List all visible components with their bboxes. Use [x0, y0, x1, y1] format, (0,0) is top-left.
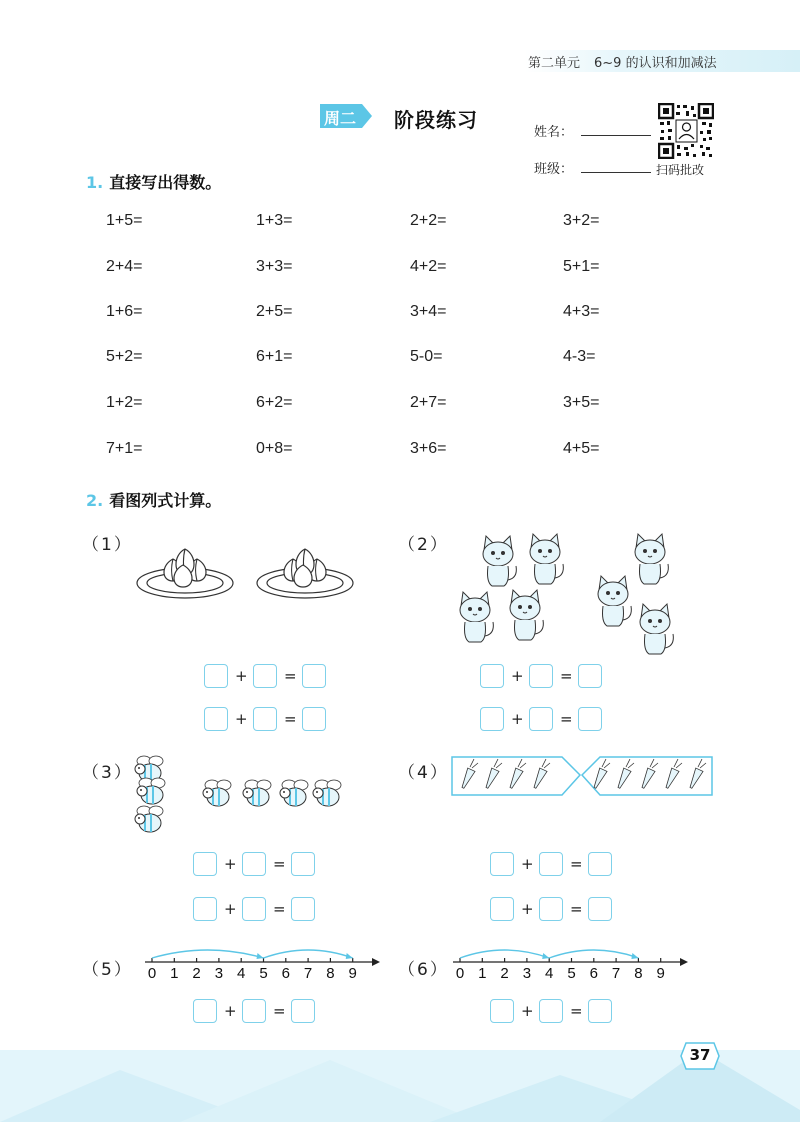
- number-line-label: 5: [259, 965, 268, 982]
- answer-box[interactable]: [529, 664, 553, 688]
- section-1-number: 1.: [86, 173, 104, 192]
- number-line-label: 9: [348, 965, 357, 982]
- week-tag: [320, 104, 372, 128]
- equation: 3+5=: [563, 394, 600, 411]
- bee-icon: [313, 780, 341, 806]
- plus-sign: +: [521, 855, 534, 873]
- cat-icon: [598, 576, 631, 626]
- answer-box[interactable]: [302, 664, 326, 688]
- class-label: 班级：: [534, 162, 574, 177]
- qr-code-icon[interactable]: [658, 103, 714, 159]
- number-line-label: 9: [656, 965, 665, 982]
- carrots-picture: [450, 755, 714, 797]
- name-label: 姓名：: [534, 125, 574, 140]
- equation: 3+3=: [256, 258, 293, 275]
- number-line-label: 3: [214, 965, 224, 982]
- plus-sign: +: [511, 710, 524, 728]
- problem-3-label: （3）: [82, 763, 133, 783]
- plus-sign: +: [224, 1002, 237, 1020]
- bee-icon: [280, 780, 308, 806]
- cats-picture: [450, 528, 680, 663]
- number-line-jump-arrow: [631, 953, 638, 959]
- number-line-label: 0: [455, 965, 465, 982]
- section-1-title: [86, 170, 221, 193]
- cat-icon: [510, 590, 543, 640]
- plus-sign: +: [224, 900, 237, 918]
- number-line-label: 8: [634, 965, 643, 982]
- number-line-label: 2: [192, 965, 201, 982]
- answer-box[interactable]: [578, 664, 602, 688]
- problem-5-label: （5）: [82, 960, 133, 980]
- section-2-text: 看图列式计算。: [109, 491, 222, 510]
- qr-caption: 扫码批改: [656, 163, 705, 177]
- problem-4-label: （4）: [398, 763, 449, 783]
- bee-icon: [243, 780, 271, 806]
- plus-sign: +: [235, 667, 248, 685]
- number-line-jump-arrow: [542, 953, 549, 959]
- answer-box[interactable]: [302, 707, 326, 731]
- peach-icon: [164, 549, 326, 587]
- answer-box[interactable]: [204, 664, 228, 688]
- number-line-label: 3: [522, 965, 532, 982]
- number-line-jump-arc: [460, 950, 549, 958]
- problem-2-label: （2）: [398, 535, 449, 555]
- equation: 5+1=: [563, 258, 600, 275]
- answer-box[interactable]: [242, 852, 266, 876]
- number-line-label: 2: [500, 965, 509, 982]
- answer-box[interactable]: [291, 999, 315, 1023]
- bee-icon: [137, 778, 165, 804]
- answer-box[interactable]: [253, 707, 277, 731]
- answer-box[interactable]: [529, 707, 553, 731]
- problem-1-label: （1）: [82, 535, 133, 555]
- equation: 7+1=: [106, 440, 143, 457]
- number-line-jump-arc: [264, 950, 353, 958]
- equals-sign: =: [570, 855, 583, 873]
- peach-plates-picture: [135, 545, 365, 605]
- number-line-label: 1: [478, 965, 487, 982]
- answer-box[interactable]: [539, 897, 563, 921]
- answer-box[interactable]: [291, 852, 315, 876]
- answer-box[interactable]: [578, 707, 602, 731]
- number-line-jump-arc: [152, 950, 264, 958]
- answer-box[interactable]: [193, 852, 217, 876]
- equation: 4+2=: [410, 258, 447, 275]
- header: [528, 52, 717, 71]
- equation: 2+4=: [106, 258, 143, 275]
- number-line-label: 7: [303, 965, 313, 982]
- equation: 1+6=: [106, 303, 143, 320]
- equals-sign: =: [284, 710, 297, 728]
- number-line-jump-arc: [549, 950, 638, 958]
- section-1-text: 直接写出得数。: [109, 173, 222, 192]
- number-line-label: 1: [170, 965, 179, 982]
- answer-box[interactable]: [480, 707, 504, 731]
- equals-sign: =: [560, 667, 573, 685]
- equation: 6+1=: [256, 348, 293, 365]
- page-number-badge: [680, 1042, 720, 1070]
- equals-sign: =: [560, 710, 573, 728]
- number-line-5: [140, 940, 390, 985]
- equation: 1+2=: [106, 394, 143, 411]
- equation: 4+3=: [563, 303, 600, 320]
- number-line-label: 4: [545, 965, 554, 982]
- plus-sign: +: [511, 667, 524, 685]
- answer-box[interactable]: [480, 664, 504, 688]
- plus-sign: +: [235, 710, 248, 728]
- answer-box[interactable]: [242, 897, 266, 921]
- plus-sign: +: [521, 1002, 534, 1020]
- number-line-jump-arrow: [346, 953, 353, 959]
- equals-sign: =: [273, 855, 286, 873]
- answer-box[interactable]: [490, 852, 514, 876]
- answer-box[interactable]: [490, 897, 514, 921]
- equation: 5+2=: [106, 348, 143, 365]
- bees-picture: [130, 755, 360, 845]
- answer-box[interactable]: [242, 999, 266, 1023]
- number-line-label: 7: [611, 965, 621, 982]
- equals-sign: =: [570, 1002, 583, 1020]
- header-topic: 6~9 的认识和加减法: [594, 56, 717, 71]
- bee-icon: [203, 780, 231, 806]
- number-line-jump-arrow: [257, 953, 264, 959]
- equation: 2+7=: [410, 394, 447, 411]
- equation: 1+5=: [106, 212, 143, 229]
- number-line-label: 0: [147, 965, 157, 982]
- equals-sign: =: [284, 667, 297, 685]
- section-2-title: [86, 488, 221, 511]
- cat-icon: [530, 534, 563, 584]
- number-line-label: 6: [281, 965, 290, 982]
- cat-icon: [460, 592, 493, 642]
- number-line-label: 4: [237, 965, 246, 982]
- answer-box[interactable]: [539, 852, 563, 876]
- answer-box[interactable]: [193, 999, 217, 1023]
- plus-sign: +: [521, 900, 534, 918]
- number-line-label: 8: [326, 965, 335, 982]
- bee-icon: [135, 806, 163, 832]
- equation: 4+5=: [563, 440, 600, 457]
- equation: 3+4=: [410, 303, 447, 320]
- equals-sign: =: [570, 900, 583, 918]
- equals-sign: =: [273, 900, 286, 918]
- cat-icon: [640, 604, 673, 654]
- equals-sign: =: [273, 1002, 286, 1020]
- cat-icon: [483, 536, 516, 586]
- header-unit: 第二单元: [528, 56, 581, 71]
- cat-icon: [635, 534, 668, 584]
- answer-box[interactable]: [588, 999, 612, 1023]
- answer-box[interactable]: [539, 999, 563, 1023]
- answer-box[interactable]: [291, 897, 315, 921]
- number-line-label: 6: [589, 965, 598, 982]
- answer-box[interactable]: [253, 664, 277, 688]
- equation: 1+3=: [256, 212, 293, 229]
- answer-box[interactable]: [204, 707, 228, 731]
- equation: 2+2=: [410, 212, 447, 229]
- equation: 6+2=: [256, 394, 293, 411]
- equation: 2+5=: [256, 303, 293, 320]
- class-field[interactable]: [581, 172, 651, 173]
- plus-sign: +: [224, 855, 237, 873]
- answer-box[interactable]: [193, 897, 217, 921]
- section-2-number: 2.: [86, 491, 104, 510]
- number-line-label: 5: [567, 965, 576, 982]
- week-tag-label: 周二: [324, 109, 357, 128]
- page-number: 37: [689, 1046, 711, 1064]
- equation: 3+6=: [410, 440, 447, 457]
- equation: 0+8=: [256, 440, 293, 457]
- equation: 4-3=: [563, 348, 596, 365]
- answer-box[interactable]: [490, 999, 514, 1023]
- number-line-6: [448, 940, 698, 985]
- answer-box[interactable]: [588, 897, 612, 921]
- equation: 5-0=: [410, 348, 443, 365]
- problem-6-label: （6）: [398, 960, 449, 980]
- name-field[interactable]: [581, 135, 651, 136]
- answer-box[interactable]: [588, 852, 612, 876]
- page-title: 阶段练习: [394, 108, 478, 132]
- equation: 3+2=: [563, 212, 600, 229]
